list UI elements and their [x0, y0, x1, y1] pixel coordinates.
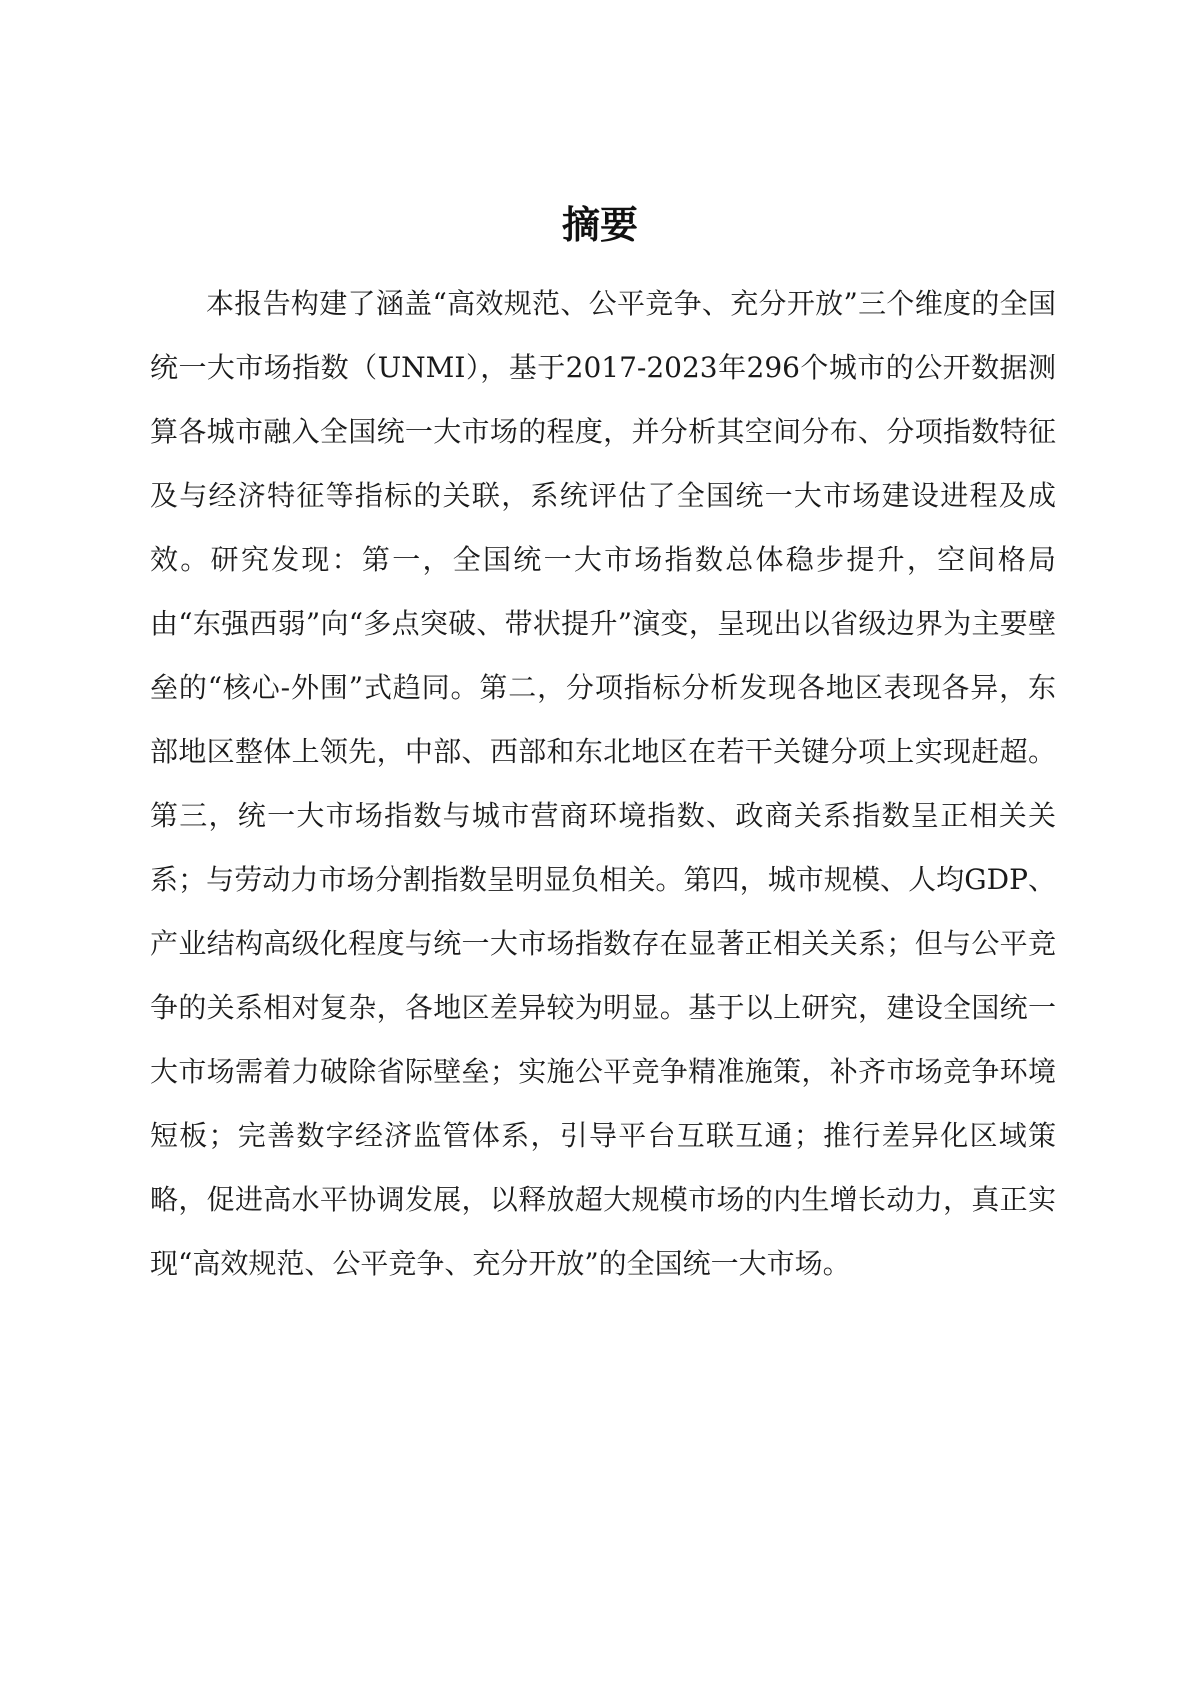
abstract-paragraph: 本报告构建了涵盖“高效规范、公平竞争、充分开放”三个维度的全国统一大市场指数（UNMI），基于2017-2023年296个城市的公开数据测算各城市融入全国统一大市场的程度，并分析其空间分布、分项指数特征及与经济特征等指标的关联，系统评估了全国统一大市场建设进程及成效。研究发现：第一，全国统一大市场指数总体稳步提升，空间格局由“东强西弱”向“多点突破、带状提升”演变，呈现出以省级边界为主要壁垒的“核心-外围”式趋同。第二，分项指标分析发现各地区表现各异，东部地区整体上领先，中部、西部和东北地区在若干关键分项上实现赶超。第三，统一大市场指数与城市营商环境指数、政商关系指数呈正相关关系；与劳动力市场分割指数呈明显负相关。第四，城市规模、人均GDP、产业结构高级化程度与统一大市场指数存在显著正相关关系；但与公平竞争的关系相对复杂，各地区差异较为明显。基于以上研究，建设全国统一大市场需着力破除省际壁垒；实施公平竞争精准施策，补齐市场竞争环境短板；完善数字经济监管体系，引导平台互联互通；推行差异化区域策略，促进高水平协调发展，以释放超大规模市场的内生增长动力，真正实现“高效规范、公平竞争、充分开放”的全国统一大市场。: [150, 287, 1056, 1280]
page-title: 摘要: [561, 202, 638, 247]
